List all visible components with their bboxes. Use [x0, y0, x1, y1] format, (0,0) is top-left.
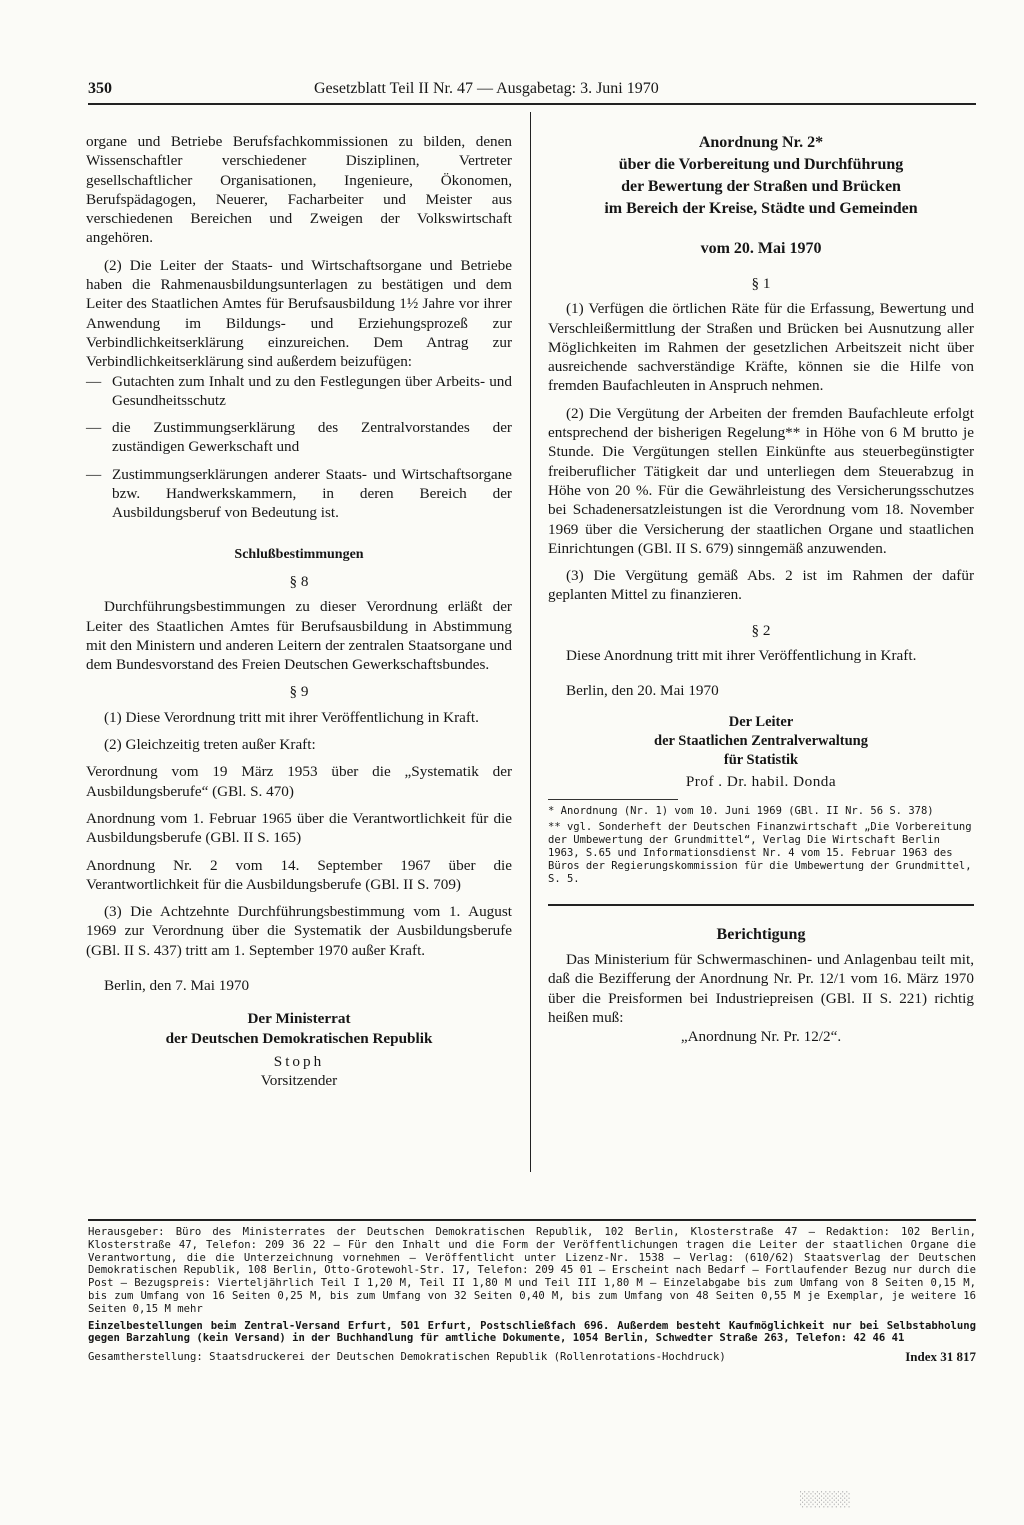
repealed-item: Anordnung Nr. 2 vom 14. September 1967 über die Verantwortlichkeit für die Ausbildungsberufe (GBl. II S. 709) [86, 856, 512, 893]
signature-org: Der Leiter [728, 713, 794, 730]
correction-title: Berichtigung [716, 925, 806, 943]
left-column [86, 132, 512, 1090]
footnote-rule [548, 799, 678, 800]
footnote: ** vgl. Sonderheft der Deutschen Finanzwirtschaft „Die Vorbereitung der Umbewertung der Grundmittel“, Verlag Die Wirtschaft Berlin 1963, S.65 und Informationsdienst Nr. 4 vom 15. Februar 1963 des Büros der Regierungskommission für die Umbewertung der Grundmittel, S. 5. [548, 820, 972, 885]
paragraph-sec9-1: (1) Diese Verordnung tritt mit ihrer Veröffentlichung in Kraft. [104, 708, 479, 726]
imprint-footer [88, 1351, 976, 1364]
signature-name: Prof . Dr. habil. Donda [685, 772, 837, 790]
list-item: — die Zustimmungserklärung des Zentralvorstandes der zuständigen Gewerkschaft und [86, 418, 512, 457]
page-number: 350 [88, 80, 112, 97]
section-number: § 8 [289, 572, 309, 590]
signature-role: Vorsitzender [260, 1072, 338, 1090]
imprint-rule [88, 1219, 976, 1221]
page-header [88, 80, 976, 102]
header-rule [88, 103, 976, 105]
section-number: § 9 [289, 683, 309, 701]
paragraph-sec9-2: (2) Gleichzeitig treten außer Kraft: [104, 736, 316, 754]
paragraph-sec2: Diese Anordnung tritt mit ihrer Veröffentlichung in Kraft. [566, 647, 917, 665]
paragraph-intro: organe und Betriebe Berufsfachkommissionen zu bilden, denen Wissenschaftler verschiedener Disziplinen, Vertreter gesellschaftlicher Organisationen, Ingenieure, Ökonomen, Berufspädagogen, Neuerer, Facharbeiter und Meister aus verschiedenen Bereichen und Zweigen der Volkswirtschaft angehören. [86, 133, 512, 247]
stamp-residue: ░░░░░░ [800, 1492, 851, 1508]
signature-org: der Staatlichen Zentralverwaltung [654, 732, 868, 749]
right-column [548, 132, 974, 1046]
place-date: Berlin, den 7. Mai 1970 [104, 976, 250, 994]
repealed-item: Verordnung vom 19 März 1953 über die „Systematik der Ausbildungsberufe“ (GBl. S. 470) [86, 763, 512, 800]
section-number: § 1 [751, 275, 771, 292]
signature-org: für Statistik [723, 751, 799, 768]
paragraph-sec1-3: (3) Die Vergütung gemäß Abs. 2 ist im Rahmen der dafür geplanten Mittel zu finanzieren. [548, 567, 974, 604]
decree-title: im Bereich der Kreise, Städte und Gemeinden [604, 200, 918, 217]
signature-org: Der Ministerrat [247, 1010, 351, 1028]
imprint [88, 1226, 976, 1364]
index-number: Index 31 817 [905, 1349, 976, 1365]
correction-quote: „Anordnung Nr. Pr. 12/2“. [680, 1028, 842, 1046]
paragraph-sec1-2: (2) Die Vergütung der Arbeiten der fremden Baufachleute erfolgt entsprechend der bisherigen Regelung** in Höhe von 6 M brutto je Stunde. Die Vergütungen stellen Einkünfte aus steuerbegünstigter freiberuflicher Tätigkeit dar und unterliegen dem Steuerabzug in Höhe von 20 %. Für die Gewährleistung des Versicherungsschutzes bei Schadenersatzleistungen ist die Verordnung vom 18. November 1969 über die Versicherung der staatlichen Organe und staatlichen Einrichtungen (GBl. II S. 679) sinngemäß anzuwenden. [548, 404, 974, 557]
place-date: Berlin, den 20. Mai 1970 [566, 682, 719, 700]
signature-name: Stoph [273, 1052, 325, 1070]
section-heading: Schlußbestimmungen [234, 546, 364, 562]
imprint-publisher: Herausgeber: Büro des Ministerrates der Deutschen Demokratischen Republik, 102 Berlin, Klosterstraße 47 – Redaktion: 102 Berlin, Klosterstraße 47, Telefon: 209 36 22 – Für den Inhalt und die Form der Veröffentlichungen tragen die Leiter der staatlichen Organe die Verantwortung, die die Unterzeichnung vornehmen – Veröffentlicht unter Lizenz-Nr. 1538 – Verlag: (610/62) Staatsverlag der Deutschen Demokratischen Republik, 108 Berlin, Otto-Grotewohl-Str. 17, Telefon: 209 45 01 – Erscheint nach Bedarf – Fortlaufender Bezug nur durch die Post – Bezugspreis: Vierteljährlich Teil I 1,20 M, Teil II 1,80 M und Teil III 1,80 M – Einzelabgabe bis zum Umfang von 8 Seiten 0,15 M, bis zum Umfang von 16 Seiten 0,25 M, bis zum Umfang von 32 Seiten 0,40 M, bis zum Umfang von 48 Seiten 0,55 M je Exemplar, je weitere 16 Seiten 0,15 M mehr [88, 1226, 976, 1315]
decree-title: der Bewertung der Straßen und Brücken [621, 178, 901, 195]
repealed-item: Anordnung vom 1. Februar 1965 über die Verantwortlichkeit für die Ausbildungsberufe (GBl. II S. 165) [86, 809, 512, 847]
paragraph-sec1-1: (1) Verfügen die örtlichen Räte für die Erfassung, Bewertung und Verschleißermittlung der Straßen und Brücken bei Ausnutzung aller Möglichkeiten im Rahmen der gesetzlichen Arbeitszeit nicht über ausreichende sachverständige Kräfte, können sie die Hilfe von fremden Baufachleuten in Anspruch nehmen. [548, 300, 974, 395]
decree-date: vom 20. Mai 1970 [700, 240, 822, 257]
column-divider [530, 112, 531, 1172]
decree-title: Anordnung Nr. 2* [698, 134, 824, 151]
list-item: — Zustimmungserklärungen anderer Staats- und Wirtschaftsorgane bzw. Handwerkskammern, in deren Bereich der Ausbildungsberuf von Bedeutung ist. [86, 465, 512, 523]
decree-title: über die Vorbereitung und Durchführung [618, 156, 904, 173]
paragraph-sec9-3: (3) Die Achtzehnte Durchführungsbestimmung vom 1. August 1969 zur Verordnung über die Systematik der Ausbildungsberufe (GBl. II S. 437) tritt am 1. September 1970 außer Kraft. [86, 903, 512, 959]
correction-text: Das Ministerium für Schwermaschinen- und Anlagenbau teilt mit, daß die Bezifferung der Anordnung Nr. Pr. 12/1 vom 16. März 1970 über die Preisformen bei Industriepreisen (GBl. II S. 221) richtig heißen muß: [548, 950, 974, 1026]
paragraph-sec8: Durchführungsbestimmungen zu dieser Verordnung erläßt der Leiter des Staatlichen Amtes für Berufsausbildung in Abstimmung mit den Ministern und anderen Leitern der zentralen Staatsorgane und dem Bundesvorstand des Freien Deutschen Gewerkschaftsbundes. [86, 598, 512, 674]
section-rule [548, 904, 974, 906]
paragraph-2: (2) Die Leiter der Staats- und Wirtschaftsorgane und Betriebe haben die Rahmenausbildungsunterlagen zu bestätigen und dem Leiter des Staatlichen Amtes für Berufsausbildung 1½ Jahre vor ihrer Anwendung im Bildungs- und Erziehungsprozeß zur Verbindlichkeitserklärung einzureichen. Dem Antrag zur Verbindlichkeitserklärung sind außerdem beizufügen: [86, 256, 512, 371]
list-item: — Gutachten zum Inhalt und zu den Festlegungen über Arbeits- und Gesundheitsschutz [86, 372, 512, 411]
footnote: * Anordnung (Nr. 1) vom 10. Juni 1969 (GBl. II Nr. 56 S. 378) [548, 804, 934, 817]
running-title: Gesetzblatt Teil II Nr. 47 — Ausgabetag: 3. Juni 1970 [314, 80, 659, 97]
section-number: § 2 [751, 621, 771, 639]
signature-org: der Deutschen Demokratischen Republik [165, 1029, 433, 1047]
imprint-printer: Gesamtherstellung: Staatsdruckerei der Deutschen Demokratischen Republik (Rollenrotations-Hochdruck) [88, 1351, 726, 1364]
imprint-orders: Einzelbestellungen beim Zentral-Versand Erfurt, 501 Erfurt, Postschließfach 696. Außerdem besteht Kaufmöglichkeit nur bei Selbstabholung gegen Barzahlung (kein Versand) in der Buchhandlung für amtliche Dokumente, 1054 Berlin, Schwedter Straße 263, Telefon: 42 46 41 [88, 1319, 976, 1345]
